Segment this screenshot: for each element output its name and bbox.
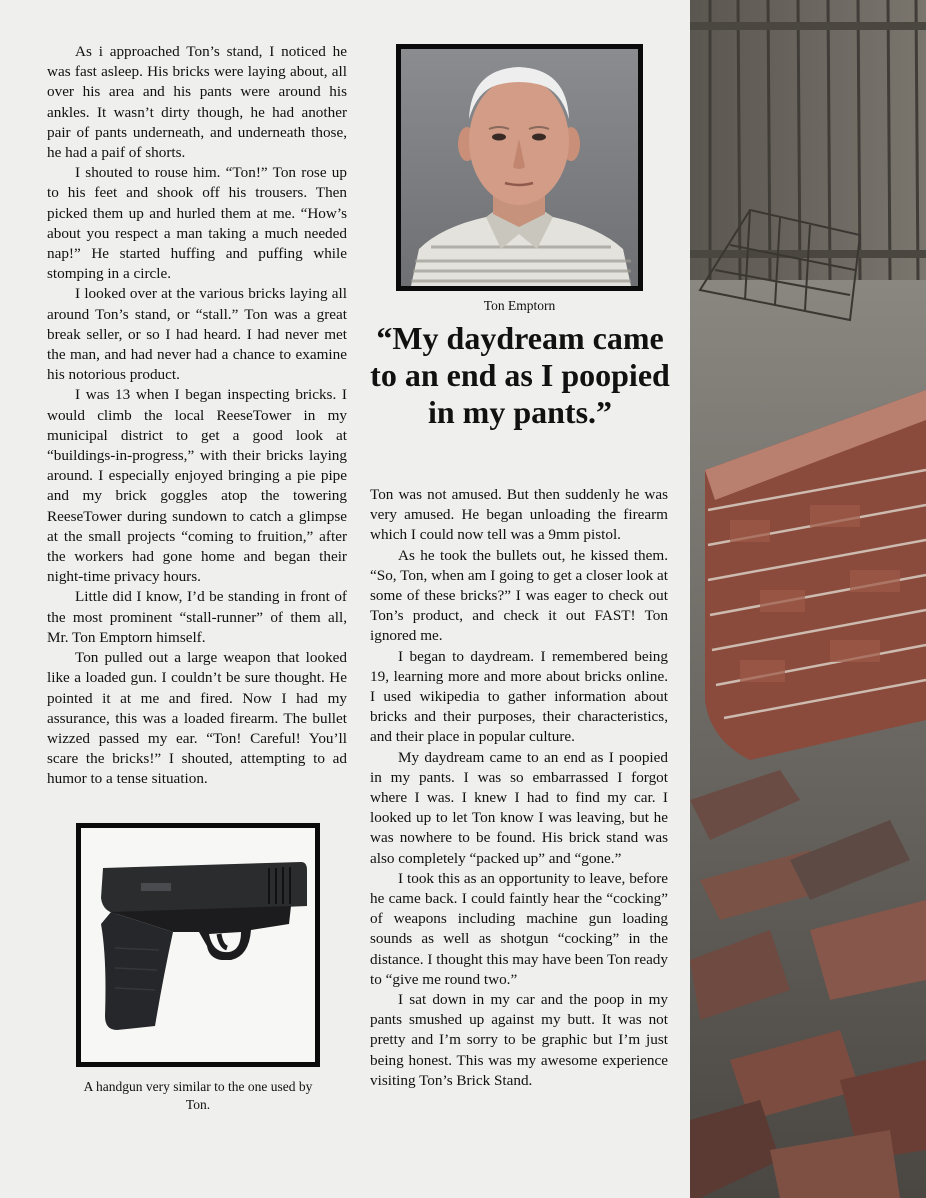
brick-pile-photo <box>690 0 926 1198</box>
article-paragraph: Ton pulled out a large weapon that looked like a loaded gun. I couldn’t be sure thought. He pointed it at me and fired. Now I had my assurance, this was a loaded firearm. The bullet wizzed passed my ear. “Ton! Careful! You’ll scare the bricks!” I shouted, attempting to ad humor to a tense situation. <box>47 649 347 788</box>
article-paragraph: Ton was not amused. But then suddenly he was very amused. He began unloading the firearm which I could now tell was a 9mm pistol. <box>370 486 668 544</box>
brick-pile-image <box>690 0 926 1198</box>
pull-quote: “My daydream came to an end as I poopied in my pants.” <box>370 320 670 430</box>
portrait-image <box>401 49 638 286</box>
article-paragraph: I looked over at the various bricks laying all around Ton’s stand, or “stall.” Ton was a great break seller, or so I had heard. I had never met the man, and had never had a chance to examine his notorious product. <box>47 285 347 384</box>
article-paragraph: As he took the bullets out, he kissed them. “So, Ton, when am I going to get a closer look at some of these bricks?” I was eager to check out Ton’s product, and check it out FAST! Ton ignored me. <box>370 546 668 645</box>
article-paragraph: I sat down in my car and the poop in my pants smushed up against my butt. It was not pretty and I’m sorry to be graphic but I’m just being honest. This was my awesome experience visiting Ton’s Brick Stand. <box>370 991 668 1089</box>
handgun-caption: A handgun very similar to the one used by Ton. <box>83 1079 313 1112</box>
article-paragraph: I took this as an opportunity to leave, before he came back. I could faintly hear the “cocking” of weapons including machine gun loading sounds as well as shotgun “cocking” in the distance. I thought this may have been Ton ready to “give me round two.” <box>370 869 668 988</box>
portrait-photo <box>396 44 643 291</box>
article-column-right <box>370 485 668 1091</box>
article-paragraph: As i approached Ton’s stand, I noticed he was fast asleep. His bricks were laying about, all over his area and his pants were around his ankles. It wasn’t dirty though, he had another pair of pants underneath, and underneath those, he had a paif of shorts. <box>47 43 347 162</box>
handgun-image <box>81 828 315 1062</box>
article-paragraph: I began to daydream. I remembered being 19, learning more and more about bricks online. I used wikipedia to gather information about bricks and their purposes, their characteristics, and their place in popular culture. <box>370 647 668 746</box>
article-column-left <box>47 42 347 790</box>
portrait-caption: Ton Emptorn <box>483 298 556 313</box>
article-paragraph: Little did I know, I’d be standing in front of the most prominent “stall-runner” of them all, Mr. Ton Emptorn himself. <box>47 588 347 646</box>
article-paragraph: I was 13 when I began inspecting bricks. I would climb the local ReeseTower in my municipal district to get a good look at “buildings-in-progress,” with their bricks laying around. I especially enjoyed bringing a pie pipe and my brick goggles atop the towering ReeseTower during sundown to catch a glimpse at the small projects “coming to fruition,” after the workers had gone home and began their night-time privacy hours. <box>47 386 347 586</box>
handgun-photo <box>76 823 320 1067</box>
article-paragraph: My daydream came to an end as I poopied in my pants. I was so embarrassed I forgot where I was. I knew I had to find my car. I looked up to let Ton know I was leaving, but he was nowhere to be found. His brick stand was also completely “packed up” and “gone.” <box>370 748 668 867</box>
article-paragraph: I shouted to rouse him. “Ton!” Ton rose up to his feet and shook off his trousers. Then picked them up and hurled them at me. “How’s about you respect a man taking a much needed nap!” He started huffing and puffing while stomping in a circle. <box>47 164 347 283</box>
